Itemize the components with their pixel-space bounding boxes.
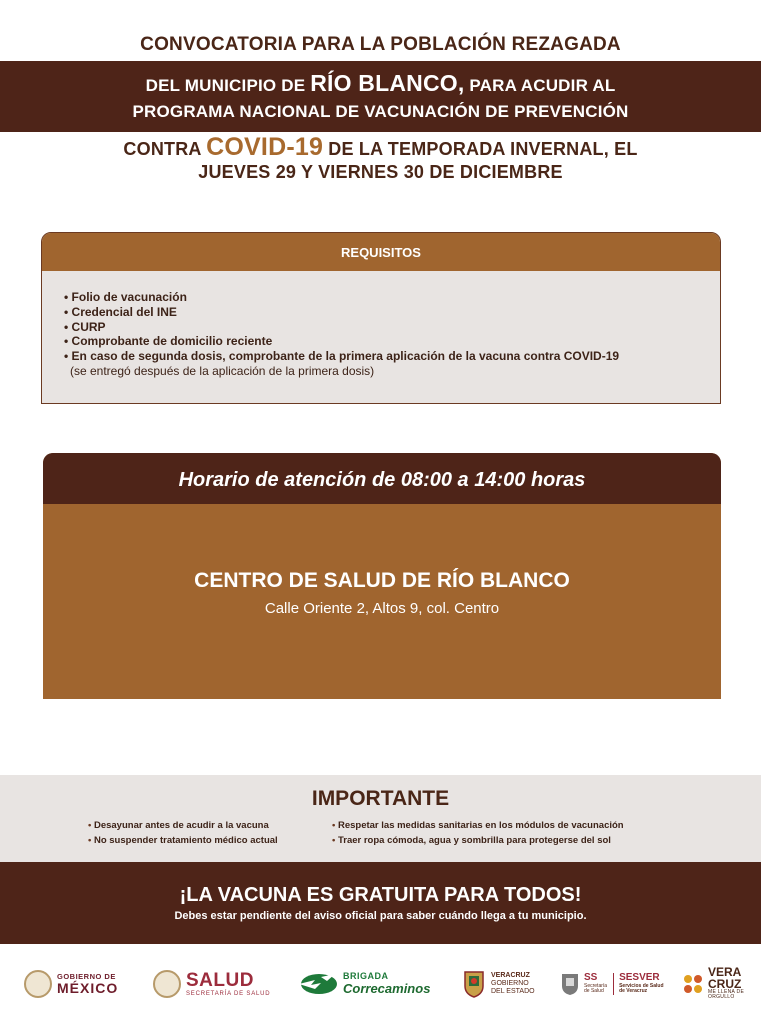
roadrunner-icon [295, 971, 339, 997]
important-list-left [88, 818, 278, 848]
requirement-item: • En caso de segunda dosis, comprobante de la primera aplicación de la vacuna contra COVID-19 [64, 349, 720, 364]
free-vaccine-title: ¡LA VACUNA ES GRATUITA PARA TODOS! [179, 884, 582, 906]
requirements-box [41, 232, 721, 404]
header-line-2 [0, 70, 761, 97]
flower-pattern-icon [682, 973, 704, 995]
important-item: • Traer ropa cómoda, agua y sombrilla para protegerse del sol [332, 833, 624, 848]
header-line-1: CONVOCATORIA PARA LA POBLACIÓN REZAGADA [140, 34, 621, 55]
vc-small-text: ME LLENA DE ORGULLO [708, 989, 745, 1001]
brigada-big-text: Correcaminos [343, 980, 431, 996]
place-address: Calle Oriente 2, Altos 9, col. Centro [264, 600, 500, 617]
important-list-right [332, 818, 624, 848]
schedule-box [43, 453, 721, 699]
header-line-4-pre: CONTRA [123, 139, 207, 159]
brigada-small-text: BRIGADA [343, 971, 389, 982]
sesver-text: SESVER [619, 972, 660, 984]
veracruz-line-2: GOBIERNO [491, 979, 529, 987]
place-name: CENTRO DE SALUD DE RÍO BLANCO [194, 569, 570, 592]
salud-small-text: SECRETARÍA DE SALUD [186, 990, 271, 997]
gobierno-big-text: MÉXICO [57, 979, 119, 996]
veracruz-gobierno-logo [463, 960, 535, 1008]
header-dates: JUEVES 29 Y VIERNES 30 DE DICIEMBRE [198, 162, 563, 182]
requirements-note: (se entregó después de la aplicación de la primera dosis) [70, 363, 375, 378]
important-item: • Desayunar antes de acudir a la vacuna [88, 818, 278, 833]
header-line-2-pre: DEL MUNICIPIO DE [145, 76, 311, 95]
veracruz-line-1: VERACRUZ [491, 971, 530, 979]
gobierno-small-text: GOBIERNO DE [57, 971, 116, 981]
veracruz-line-3: DEL ESTADO [491, 988, 535, 996]
ss-small-1: Secretaría [584, 982, 608, 989]
state-emblem-icon [560, 972, 580, 996]
sesver-small-2: de Veracruz [619, 988, 648, 995]
free-vaccine-band [0, 862, 761, 944]
sesver-block [613, 973, 663, 995]
header-line-3: PROGRAMA NACIONAL DE VACUNACIÓN DE PREVENCIÓN [132, 102, 629, 121]
veracruz-orgullo-logo [682, 960, 761, 1008]
covid-label: COVID-19 [206, 133, 324, 161]
requirement-item: • Folio de vacunación [64, 290, 720, 305]
requirement-item: • CURP [64, 320, 720, 335]
schedule-title: Horario de atención de 08:00 a 14:00 horas [43, 453, 721, 504]
vc-line-2: CRUZ [708, 976, 742, 991]
sesver-small-1: Servicios de Salud [619, 982, 664, 989]
eagle-emblem-icon [153, 970, 181, 998]
gobierno-mexico-logo [24, 960, 118, 1008]
header-line-4 [0, 133, 761, 162]
municipality-name: RÍO BLANCO, [310, 70, 465, 96]
state-shield-icon [463, 970, 485, 998]
important-band [0, 775, 761, 862]
brigada-logo [295, 960, 430, 1008]
header-line-4-post: DE LA TEMPORADA INVERNAL, EL [323, 139, 638, 159]
important-item: • Respetar las medidas sanitarias en los módulos de vacunación [332, 818, 624, 833]
requirement-item: • Comprobante de domicilio reciente [64, 334, 720, 349]
vc-line-1: VERA [708, 965, 742, 980]
logo-strip [0, 960, 761, 1010]
requirements-list [42, 271, 720, 364]
free-vaccine-subtitle: Debes estar pendiente del aviso oficial para saber cuándo llega a tu municipio. [174, 910, 587, 922]
ss-text: SS [584, 972, 598, 984]
important-title: IMPORTANTE [311, 787, 450, 810]
ss-sesver-logo [560, 960, 664, 1008]
requirement-item: • Credencial del INE [64, 305, 720, 320]
salud-big-text: SALUD [186, 969, 254, 991]
ss-small-2: de Salud [584, 988, 604, 995]
eagle-emblem-icon [24, 970, 52, 998]
salud-logo [153, 960, 270, 1008]
important-item: • No suspender tratamiento médico actual [88, 833, 278, 848]
header-line-2-post: PARA ACUDIR AL [464, 76, 616, 95]
requirements-title: REQUISITOS [42, 233, 720, 271]
